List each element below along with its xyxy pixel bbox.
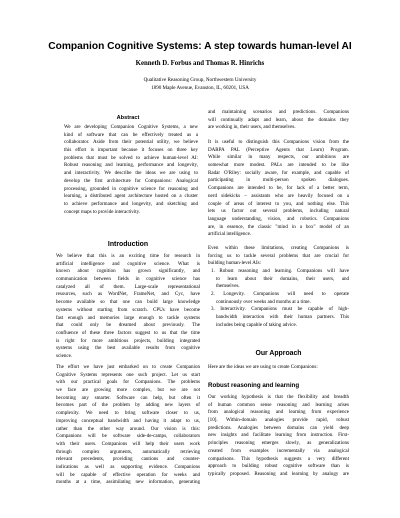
introduction-paragraph-2 [56,364,200,487]
abstract-line: to achieve performance and longevity, and sketching and [64,200,198,207]
text-line: become available so that one can build large knowledge [56,299,200,306]
paper-title: Companion Cognitive Systems: A step towards human-level AI [48,41,352,52]
text-line: Our working hypothesis is that the flexibility and breadth [208,394,349,400]
text-line: through complex arguments, automatically retrieving [56,448,200,455]
text-line: from analogical reasoning and learning from experience [208,409,349,416]
abstract-line: problems that must be solved to achieve human-level AI: [64,154,198,161]
text-line: Even within these limitations, creating Companions is [208,245,349,251]
text-line: Cognitive Systems represents one such project. Let us start [56,371,200,378]
introduction-paragraph-1 [56,253,200,361]
text-line: are, in essence, the classic "mind in a box" model of an [208,223,349,230]
text-line: language understanding, vision, and robotics. Companions [208,215,349,222]
affiliation-line-2: 1890 Maple Avenue, Evanston, IL, 60201, USA [151,85,249,91]
text-line: While similar in many respects, our ambitions are [208,154,349,161]
text-line: approach to building robust cognitive software than is [208,463,349,470]
text-line: with our practical goals for Companions. The problems [56,379,200,386]
introduction-paragraph-5 [208,245,349,268]
text-line: relevant precedents, providing cautions and counter- [56,456,200,463]
text-line: catalyzed all of them. Large-scale representational [56,283,200,290]
abstract-line: kind of software that can be effectively treated as a [64,131,198,138]
abstract-line: concept maps to provide interactivity. [64,208,141,215]
text-line: comparisons. This hypothesis suggests a very different [208,455,349,462]
text-line: participating in multi-person spoken dialogues. [208,177,349,184]
text-line: forcing us to tackle several problems that are crucial for [208,252,349,259]
text-line: We believe that this is an exciting time for research in [56,253,200,259]
text-line: created from examples incrementally via analogical [208,447,349,454]
text-line: systems using the best available results from cognitive [56,345,200,352]
abstract-line: Robust reasoning and learning, performance and longevity, [64,162,198,169]
introduction-paragraph-4 [208,139,349,239]
text-line: predictions. Analogies between domains can yield deep [208,424,349,431]
text-line: typically proposed. Reasoning and learning by analogy are [208,470,349,477]
text-line: becoming any smarter. Software can help, but often it [56,394,200,401]
text-line: will continually adapt and learn, about the domains they [208,116,349,123]
text-line: couple of areas of interest to you, and nothing else. This [208,200,349,207]
approach-intro [208,364,349,372]
text-line: are working in, their users, and themselves. [208,124,296,131]
abstract-line: develop the first architecture for Companions: Analogical [64,177,198,184]
text-line: becomes part of the problem by adding new layers of [56,402,200,409]
text-line: building human-level AIs: [208,260,261,267]
text-line: rather than the other way around. Our vision is this: [56,425,200,432]
abstract-line: We are developing Companion Cognitive Systems, a new [64,124,198,130]
text-line: Here are the ideas we are using to create Companions: [208,364,318,370]
text-line: resources, such as WordNet, FrameNet, and Cyc, have [56,291,200,298]
robust-reasoning-subheading: Robust reasoning and learning [208,382,300,389]
text-line: is right for more ambitious projects, building integrated [56,337,200,344]
text-line: Radar O'Riley: socially aware, for example, and capable of [208,169,349,176]
text-line: new insights and facilitate learning from instruction. First- [208,432,349,439]
text-line: systems without starting from scratch. CPUs have become [56,306,200,313]
approach-paragraph [208,394,349,479]
list-item-line: themselves. [216,283,240,290]
text-line: nerd sidekicks – assistants who are heavily focused on a [208,192,349,199]
text-line: DARPA PAL (Perceptive Agents that Learn) Program. [208,146,349,153]
text-line: improving conceptual bandwidth and having it adapt to us, [56,417,200,424]
text-line: lets us factor out several problems, including natural [208,208,349,215]
abstract-line: and interactivity. We describe the ideas we are using to [64,170,198,177]
text-line: and maintaining scenarios and predictions. Companions [208,109,349,115]
abstract-body [56,124,200,216]
text-line: artificial intelligence and cognitive science. What is [56,260,200,267]
text-line: indications as well as supporting evidence. Companions [56,463,200,470]
list-item-line: continuously over weeks and months at a time. [216,298,311,305]
text-line: known about cognition has grown significantly, and [56,268,200,275]
text-line: that could only be dreamed about previously. The [56,322,200,329]
abstract-heading: Abstract [116,115,140,121]
text-line: It is useful to distinguish this Companions vision from the [208,139,349,145]
list-item-line: includes being capable of taking advice. [216,321,297,328]
abstract-line: processing, grounded in cognitive science for reasoning and [64,185,198,192]
text-line: months at a time, assimilating new information, generating [56,479,200,486]
text-line: complexity. We need to bring software closer to us, [56,410,200,417]
introduction-heading: Introduction [107,241,149,248]
list-item-line: 3. Interactivity. Companions must be capable of high- [211,306,349,313]
abstract-line: this effort is important because it focuses on three key [64,147,198,154]
affiliation-line-1: Qualitative Reasoning Group, Northwestern University [143,77,257,83]
text-line: Companions will be software side-de-camps, collaborators [56,433,200,440]
text-line: confluence of these three factors suggest to us that the time [56,329,200,336]
introduction-paragraph-3 [208,109,349,132]
text-line: will be capable of effective operation for weeks and [56,471,200,478]
text-line: of human common sense reasoning and learning arises [208,401,349,408]
text-line: fast enough and memories large enough to tackle systems [56,314,200,321]
text-line: with their users. Companions will help their users work [56,440,200,447]
text-line: The effort we have just embarked on to create Companion [56,364,200,370]
abstract-line: learning, a distributed agent architecture hosted on a cluster [64,193,198,200]
requirements-list [208,268,349,330]
list-item-line: bandwidth interaction with their human partners. This [216,314,349,321]
approach-heading: Our Approach [255,350,302,357]
list-item-line: to learn about their domains, their users, and [216,275,349,282]
text-line: we face are growing more complex, but we are not [56,387,200,394]
paper-authors: Kenneth D. Forbus and Thomas R. Hinrichs [135,60,265,67]
list-item-line: 1. Robust reasoning and learning. Companions will have [211,268,349,274]
text-line: Companions are intended to be, for lack of a better term, [208,185,349,192]
abstract-line: collaborator. Aside from their potential utility, we believe [64,139,198,146]
text-line: science. [56,352,73,359]
text-line: principles reasoning emerges slowly, as generalizations [208,440,349,447]
text-line: communication between fields in cognitive science has [56,276,200,283]
text-line: artificial intelligence. [208,231,252,238]
text-line: [10]. Within-domain analogies provide rapid, robust [208,417,349,424]
list-item-line: 2. Longevity. Companions will need to operate [211,291,349,298]
text-line: somewhat more modest. PALs are intended to be like [208,162,349,169]
